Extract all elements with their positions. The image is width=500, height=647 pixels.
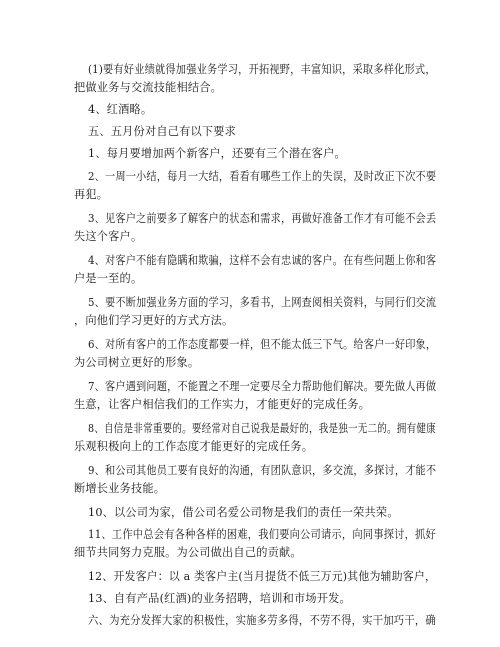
text-line: 失这个客户。 (74, 230, 143, 243)
text-line: ，向他们学习更好的方式方法。 (74, 314, 234, 327)
text-line: 3、见客户之前要多了解客户的状态和需求，再做好准备工作才有可能不会丢 (88, 212, 437, 225)
text-line: 断增长业务技能。 (74, 482, 166, 495)
text-line: 6、对所有客户的工作态度都要一样，但不能太低三下气。给客户一好印象， (88, 338, 437, 351)
text-line: 2、一周一小结，每月一大结，看看有哪些工作上的失误，及时改正下次不要 (88, 170, 437, 183)
text-line: 10、以公司为家，借公司名爱公司物是我们的责任一荣共荣。 (88, 506, 399, 519)
text-line: 7、客户遇到问题，不能置之不理一定要尽全力帮助他们解决。要先做人再做 (88, 380, 437, 393)
text-line: 11、工作中总会有各种各样的困难，我们要向公司请示，向同事探讨，抓好 (88, 528, 436, 541)
text-line: 8、自信是非常重要的。要经常对自己说我是最好的，我是独一无二的。拥有健康 (88, 422, 436, 435)
text-line: 再犯。 (74, 188, 109, 201)
text-line: 五、五月份对自己有以下要求 (88, 125, 237, 138)
text-line: 把做业务与交流技能相结合。 (74, 81, 223, 94)
text-line: 4、对客户不能有隐瞒和欺骗，这样不会有忠诚的客户。在有些问题上你和客 (88, 254, 437, 267)
text-line: 4、红酒略。 (88, 103, 153, 116)
text-line: 细节共同努力克服。为公司做出自己的贡献。 (74, 546, 302, 559)
text-line: 生意，让客户相信我们的工作实力，才能更好的完成任务。 (74, 398, 371, 411)
text-line: 1、每月要增加两个新客户，还要有三个潜在客户。 (88, 147, 346, 160)
text-line: 12、开发客户：以 a 类客户主(当月提货不低三万元)其他为辅助客户， (88, 570, 437, 583)
text-line: 为公司树立更好的形象。 (74, 356, 200, 369)
text-line: (1)要有好业绩就得加强业务学习，开拓视野，丰富知识，采取多样化形式， (88, 63, 436, 76)
text-line: 5、要不断加强业务方面的学习，多看书，上网查阅相关资料，与同行们交流 (88, 296, 437, 309)
text-line: 9、和公司其他员工要有良好的沟通，有团队意识，多交流，多探讨，才能不 (88, 464, 437, 477)
text-line: 户是一至的。 (74, 272, 143, 285)
text-line: 六、为充分发挥大家的积极性，实施多劳多得，不劳不得，实干加巧干，确 (88, 614, 436, 627)
text-line: 乐观积极向上的工作态度才能更好的完成任务。 (74, 440, 314, 453)
text-line: 13、自有产品(红酒)的业务招聘，培训和市场开发。 (88, 592, 351, 605)
